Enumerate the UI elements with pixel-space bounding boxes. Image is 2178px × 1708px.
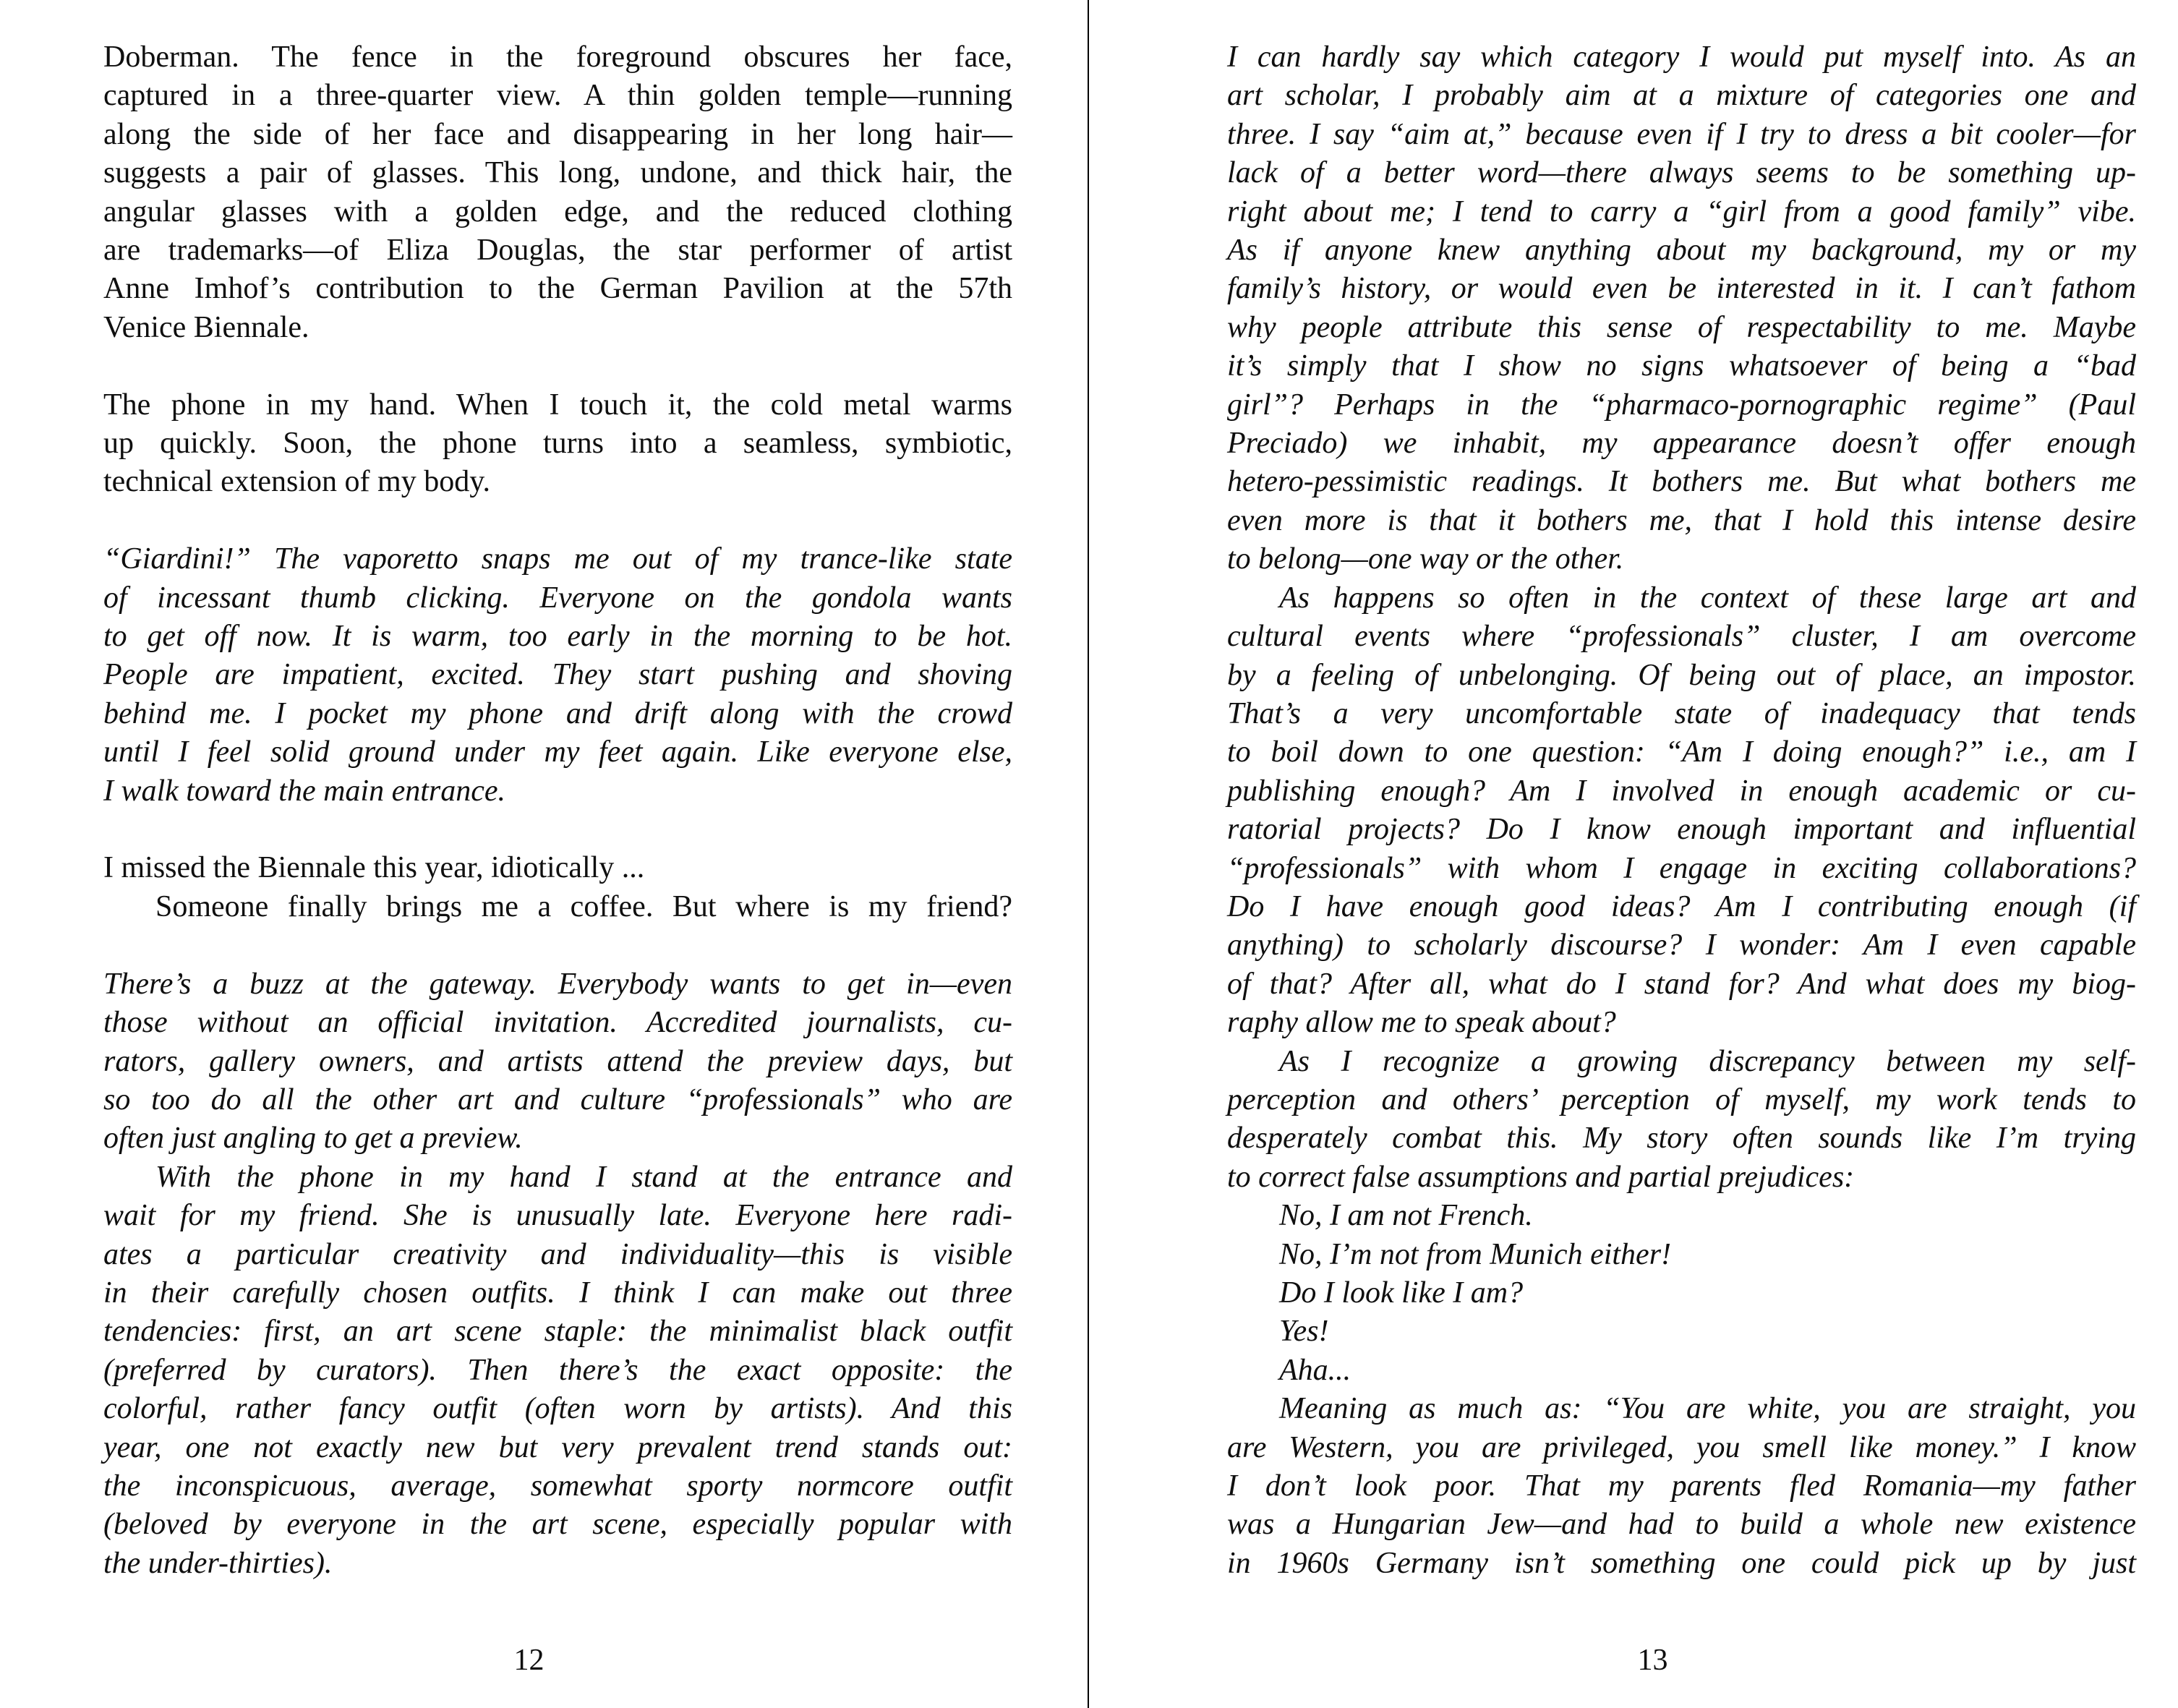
text-line: Anne Imhof’s contribution to the German Pavilion at the 57th <box>103 272 1012 306</box>
page-right-number: 13 <box>1637 1644 1668 1677</box>
text-line: are Western, you are privileged, you smell like money.” I know <box>1227 1430 2136 1464</box>
text-line: to belong—one way or the other. <box>1227 542 1624 576</box>
paragraph <box>1227 1197 2136 1390</box>
text-line: I walk toward the main entrance. <box>103 774 506 808</box>
text-line: suggests a pair of glasses. This long, undone, and thick hair, the <box>103 156 1012 190</box>
paragraph <box>103 540 1012 811</box>
text-line: Do I have enough good ideas? Am I contributing enough (if <box>1227 889 2136 923</box>
text-line: Venice Biennale. <box>103 310 309 344</box>
page-left-number: 12 <box>513 1644 544 1677</box>
text-line: Aha... <box>1279 1353 1351 1387</box>
text-line: behind me. I pocket my phone and drift along with the crowd <box>103 696 1012 730</box>
text-line: The phone in my hand. When I touch it, the cold metal warms <box>103 388 1012 422</box>
text-line: desperately combat this. My story often sounds like I’m trying <box>1227 1122 2136 1156</box>
text-line: Yes! <box>1279 1315 1329 1349</box>
text-line: even more is that it bothers me, that I hold this intense desire <box>1227 503 2136 537</box>
text-line: That’s a very uncomfortable state of inadequacy that tends <box>1227 696 2136 730</box>
text-line: publishing enough? Am I involved in enough academic or cu- <box>1227 774 2136 808</box>
text-line: perception and others’ perception of myself, my work tends to <box>1227 1083 2136 1116</box>
text-line: With the phone in my hand I stand at the entrance and <box>155 1160 1012 1194</box>
text-line: those without an official invitation. Accredited journalists, cu- <box>103 1006 1012 1040</box>
text-line: was a Hungarian Jew—and had to build a whole new existence <box>1227 1508 2136 1542</box>
text-line: No, I am not French. <box>1279 1199 1533 1233</box>
text-line: rators, gallery owners, and artists attend the preview days, but <box>103 1044 1012 1078</box>
text-line: hetero-pessimistic readings. It bothers me. But what bothers me <box>1227 465 2136 499</box>
text-line: along the side of her face and disappearing in her long hair— <box>103 117 1012 151</box>
paragraph <box>1227 38 2136 579</box>
text-line: often just angling to get a preview. <box>103 1122 523 1156</box>
text-line: the inconspicuous, average, somewhat sporty normcore outfit <box>103 1469 1012 1503</box>
text-line: girl”? Perhaps in the “pharmaco-pornographic regime” (Paul <box>1227 388 2136 422</box>
text-line: ates a particular creativity and individuality—this is visible <box>103 1237 1012 1271</box>
paragraph <box>1227 1043 2136 1197</box>
text-line: are trademarks—of Eliza Douglas, the star performer of artist <box>103 234 1012 268</box>
text-line: anything) to scholarly discourse? I wonder: Am I even capable <box>1227 928 2136 962</box>
text-line: No, I’m not from Munich either! <box>1279 1237 1672 1271</box>
text-line: Someone finally brings me a coffee. But where is my friend? <box>155 889 1012 923</box>
text-line: of that? After all, what do I stand for? And what does my biog- <box>1227 967 2136 1001</box>
text-line: three. I say “aim at,” because even if I try to dress a bit cooler—for <box>1227 117 2136 151</box>
paragraph <box>103 386 1012 502</box>
text-line: I missed the Biennale this year, idiotically ... <box>103 851 645 885</box>
text-line: ratorial projects? Do I know enough important and influential <box>1227 813 2136 847</box>
text-line: until I feel solid ground under my feet again. Like everyone else, <box>103 735 1012 769</box>
text-line: lack of a better word—there always seems to be something up- <box>1227 156 2136 190</box>
text-line: why people attribute this sense of respectability to me. Maybe <box>1227 310 2136 344</box>
text-line: in 1960s Germany isn’t something one could pick up by just <box>1227 1546 2136 1580</box>
text-line: of incessant thumb clicking. Everyone on the gondola wants <box>103 581 1012 615</box>
text-line: wait for my friend. She is unusually late. Everyone here radi- <box>103 1199 1012 1233</box>
text-line: As happens so often in the context of these large art and <box>1279 581 2136 615</box>
page-right <box>1089 0 2178 1708</box>
text-line: Doberman. The fence in the foreground obscures her face, <box>103 40 1012 74</box>
text-line: cultural events where “professionals” cluster, I am overcome <box>1227 620 2136 654</box>
text-line: art scholar, I probably aim at a mixture of categories one and <box>1227 79 2136 113</box>
page-left <box>0 0 1088 1708</box>
text-line: Do I look like I am? <box>1279 1276 1524 1310</box>
paragraph <box>103 38 1012 347</box>
text-line: tendencies: first, an art scene staple: the minimalist black outfit <box>103 1315 1012 1349</box>
text-line: raphy allow me to speak about? <box>1227 1006 1616 1040</box>
text-line: “Giardini!” The vaporetto snaps me out of my trance-like state <box>103 542 1012 576</box>
text-line: “professionals” with whom I engage in exciting collaborations? <box>1227 851 2136 885</box>
text-line: family’s history, or would even be interested in it. I can’t fathom <box>1227 272 2136 306</box>
text-line: colorful, rather fancy outfit (often worn by artists). And this <box>103 1392 1012 1426</box>
text-line: There’s a buzz at the gateway. Everybody wants to get in—even <box>103 967 1012 1001</box>
text-line: the under-thirties). <box>103 1546 333 1580</box>
text-line: I can hardly say which category I would put myself into. As an <box>1227 40 2136 74</box>
paragraph <box>1227 1390 2136 1583</box>
paragraph <box>103 965 1012 1584</box>
text-line: As if anyone knew anything about my background, my or my <box>1227 234 2136 268</box>
text-line: so too do all the other art and culture “professionals” who are <box>103 1083 1012 1116</box>
text-line: I don’t look poor. That my parents fled Romania—my father <box>1227 1469 2136 1503</box>
text-line: technical extension of my body. <box>103 465 490 499</box>
text-line: year, one not exactly new but very prevalent trend stands out: <box>103 1430 1012 1464</box>
paragraph <box>103 849 1012 926</box>
text-line: angular glasses with a golden edge, and the reduced clothing <box>103 195 1012 229</box>
text-line: it’s simply that I show no signs whatsoever of being a “bad <box>1227 349 2136 383</box>
page-left-text <box>103 38 1012 1583</box>
text-line: As I recognize a growing discrepancy between my self- <box>1279 1044 2136 1078</box>
text-line: to boil down to one question: “Am I doing enough?” i.e., am I <box>1227 735 2136 769</box>
text-line: up quickly. Soon, the phone turns into a seamless, symbiotic, <box>103 427 1012 461</box>
text-line: People are impatient, excited. They start pushing and shoving <box>103 658 1012 692</box>
text-line: to get off now. It is warm, too early in the morning to be hot. <box>103 620 1012 654</box>
text-line: (preferred by curators). Then there’s the exact opposite: the <box>103 1353 1012 1387</box>
text-line: by a feeling of unbelonging. Of being out of place, an impostor. <box>1227 658 2136 692</box>
text-line: to correct false assumptions and partial prejudices: <box>1227 1160 1855 1194</box>
text-line: right about me; I tend to carry a “girl from a good family” vibe. <box>1227 195 2136 229</box>
text-line: captured in a three-quarter view. A thin golden temple—running <box>103 79 1012 113</box>
paragraph <box>1227 579 2136 1043</box>
text-line: in their carefully chosen outfits. I think I can make out three <box>103 1276 1012 1310</box>
text-line: (beloved by everyone in the art scene, especially popular with <box>103 1508 1012 1542</box>
text-line: Meaning as much as: “You are white, you are straight, you <box>1279 1392 2136 1426</box>
page-right-text <box>1227 38 2136 1583</box>
text-line: Preciado) we inhabit, my appearance doesn’t offer enough <box>1227 427 2136 461</box>
